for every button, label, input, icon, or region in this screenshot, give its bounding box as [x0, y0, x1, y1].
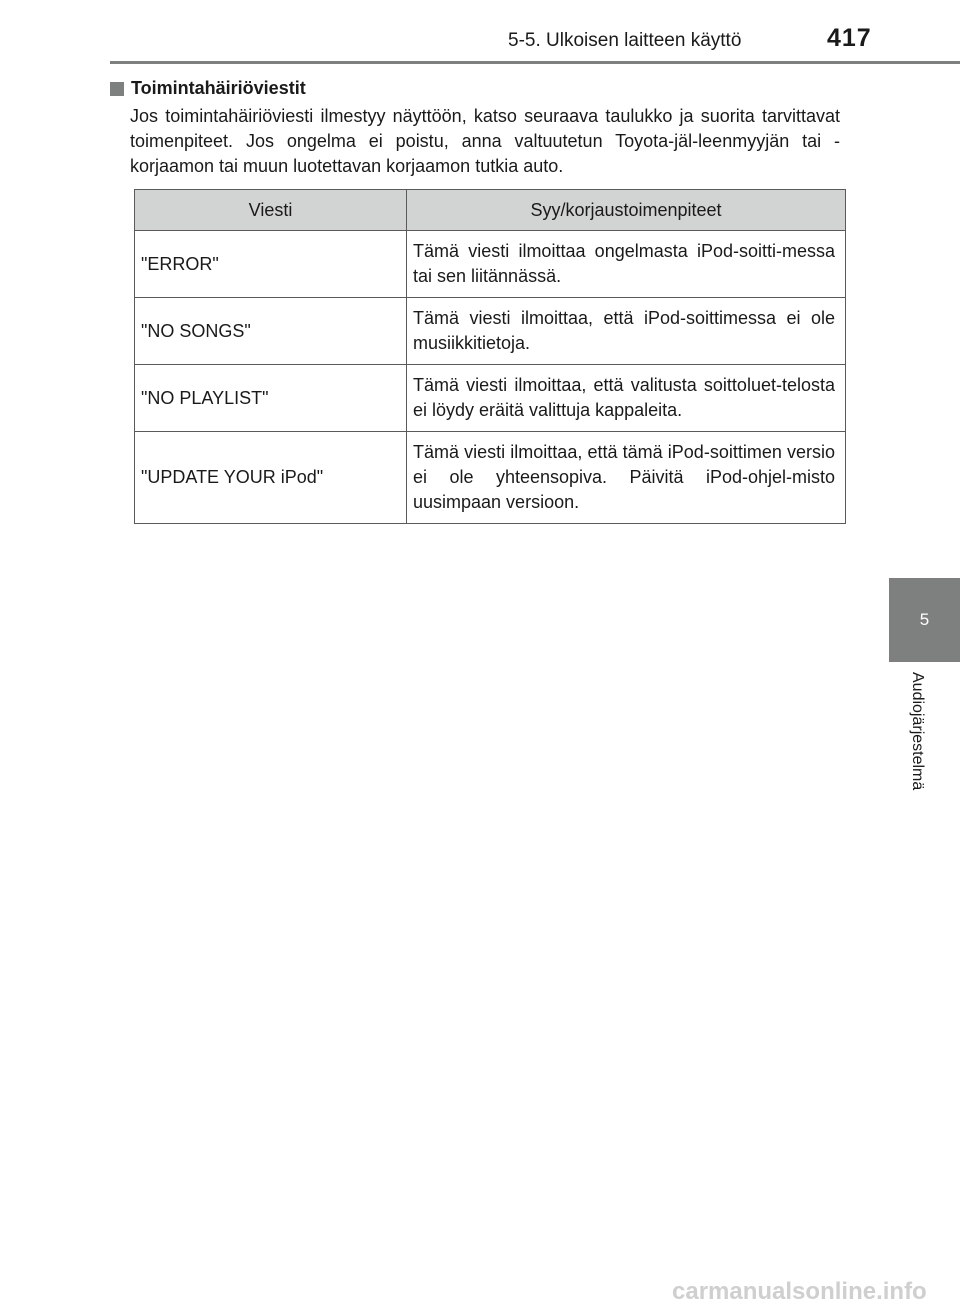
message-cell: "NO SONGS" [135, 298, 407, 365]
table-row [135, 432, 846, 524]
section-heading [110, 78, 306, 99]
message-cell: "NO PLAYLIST" [135, 365, 407, 432]
chapter-tab [889, 578, 960, 662]
intro-paragraph: Jos toimintahäiriöviesti ilmestyy näyttöön, katso seuraava taulukko ja suorita tarvittavat toimenpiteet. Jos ongelma ei poistu, anna valtuutetun Toyota-jäl-leenmyyjän tai -korjaamon tai muun luotettavan korjaamon tutkia auto. [130, 106, 840, 176]
square-bullet-icon [110, 82, 124, 96]
action-cell: Tämä viesti ilmoittaa, että valitusta soittoluet-telosta ei löydy eräitä valittuja kappaleita. [407, 365, 846, 432]
message-cell: "UPDATE YOUR iPod" [135, 432, 407, 524]
chapter-number: 5 [919, 610, 930, 629]
table-header-row [135, 190, 846, 231]
action-cell: Tämä viesti ilmoittaa, että iPod-soittimessa ei ole musiikkitietoja. [407, 298, 846, 365]
column-header-message: Viesti [135, 190, 407, 231]
section-heading-text: Toimintahäiriöviestit [131, 78, 306, 98]
section-title: 5-5. Ulkoisen laitteen käyttö [508, 30, 742, 51]
column-header-action: Syy/korjaustoimenpiteet [407, 190, 846, 231]
table-row [135, 231, 846, 298]
message-cell: "ERROR" [135, 231, 407, 298]
action-cell: Tämä viesti ilmoittaa, että tämä iPod-soittimen versio ei ole yhteensopiva. Päivitä iPod-ohjel-misto uusimpaan versioon. [407, 432, 846, 524]
header-rule [110, 61, 960, 64]
chapter-label: Audiojärjestelmä [909, 672, 926, 791]
action-cell: Tämä viesti ilmoittaa ongelmasta iPod-soitti-messa tai sen liitännässä. [407, 231, 846, 298]
page-header [0, 0, 960, 66]
table-row [135, 298, 846, 365]
message-table [134, 189, 846, 524]
table-row [135, 365, 846, 432]
watermark: carmanualsonline.info [672, 1278, 927, 1305]
page-number: 417 [827, 24, 872, 52]
